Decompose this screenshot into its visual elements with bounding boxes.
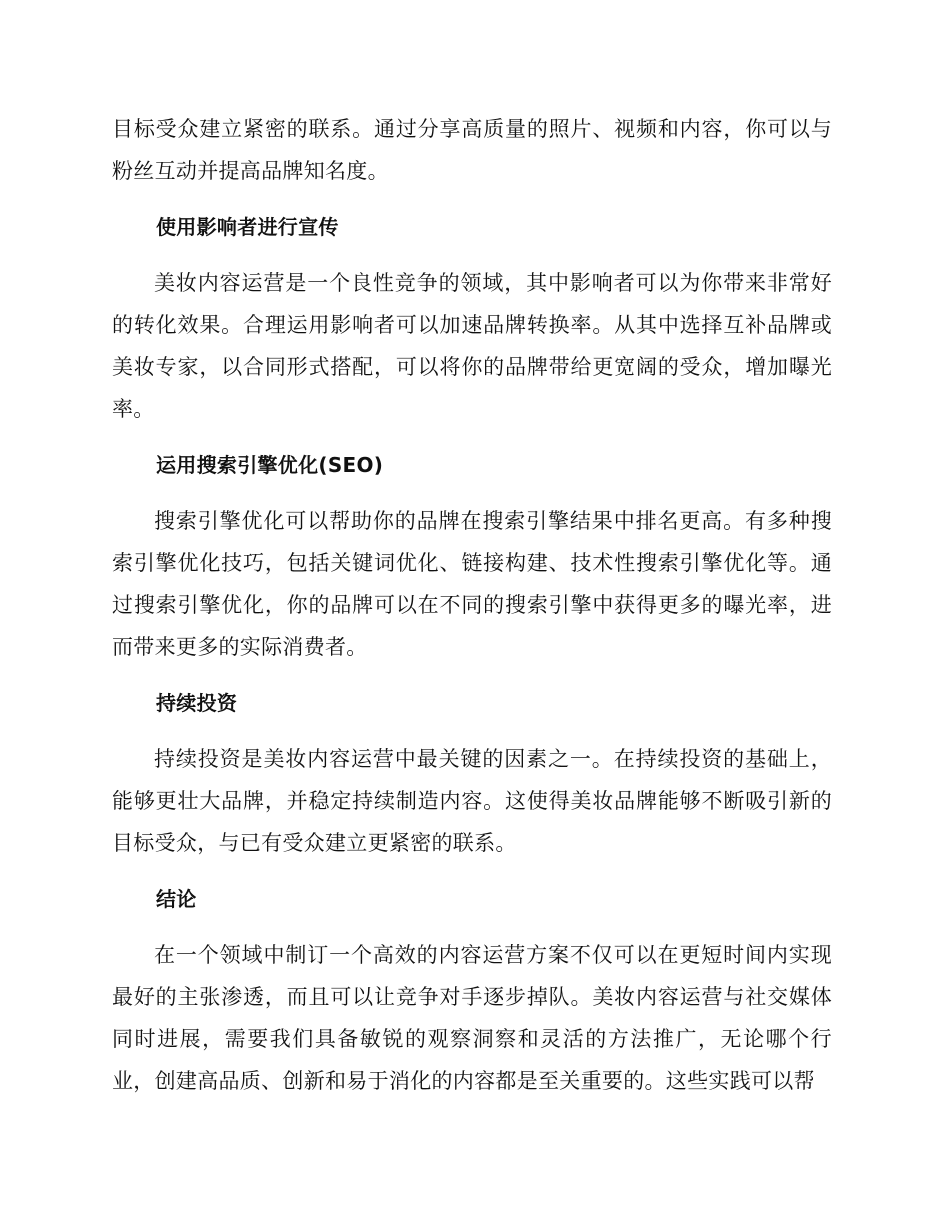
section-heading-conclusion: 结论 xyxy=(156,887,197,911)
section-heading-seo: 运用搜索引擎优化(SEO) xyxy=(156,453,384,477)
paragraph-investment: 持续投资是美妆内容运营中最关键的因素之一。在持续投资的基础上，能够更壮大品牌，并稳定持续制造内容。这使得美妆品牌能够不断吸引新的目标受众，与已有受众建立更紧密的联系。 xyxy=(112,747,832,855)
paragraph-seo: 搜索引擎优化可以帮助你的品牌在搜索引擎结果中排名更高。有多种搜索引擎优化技巧，包括关键词优化、链接构建、技术性搜索引擎优化等。通过搜索引擎优化，你的品牌可以在不同的搜索引擎中获得更多的曝光率，进而带来更多的实际消费者。 xyxy=(112,509,832,659)
section-heading-investment: 持续投资 xyxy=(156,691,238,715)
paragraph-influencer: 美妆内容运营是一个良性竞争的领域，其中影响者可以为你带来非常好的转化效果。合理运用影响者可以加速品牌转换率。从其中选择互补品牌或美妆专家，以合同形式搭配，可以将你的品牌带给更宽阔的受众，增加曝光率。 xyxy=(112,271,832,421)
document-body xyxy=(112,108,832,1116)
paragraph-conclusion: 在一个领域中制订一个高效的内容运营方案不仅可以在更短时间内实现最好的主张渗透，而且可以让竞争对手逐步掉队。美妆内容运营与社交媒体同时进展，需要我们具备敏锐的观察洞察和灵活的方法推广，无论哪个行业，创建高品质、创新和易于消化的内容都是至关重要的。这些实践可以帮 xyxy=(112,943,832,1093)
section-heading-influencer: 使用影响者进行宣传 xyxy=(156,215,339,239)
paragraph-intro-continuation: 目标受众建立紧密的联系。通过分享高质量的照片、视频和内容，你可以与粉丝互动并提高品牌知名度。 xyxy=(112,117,832,183)
